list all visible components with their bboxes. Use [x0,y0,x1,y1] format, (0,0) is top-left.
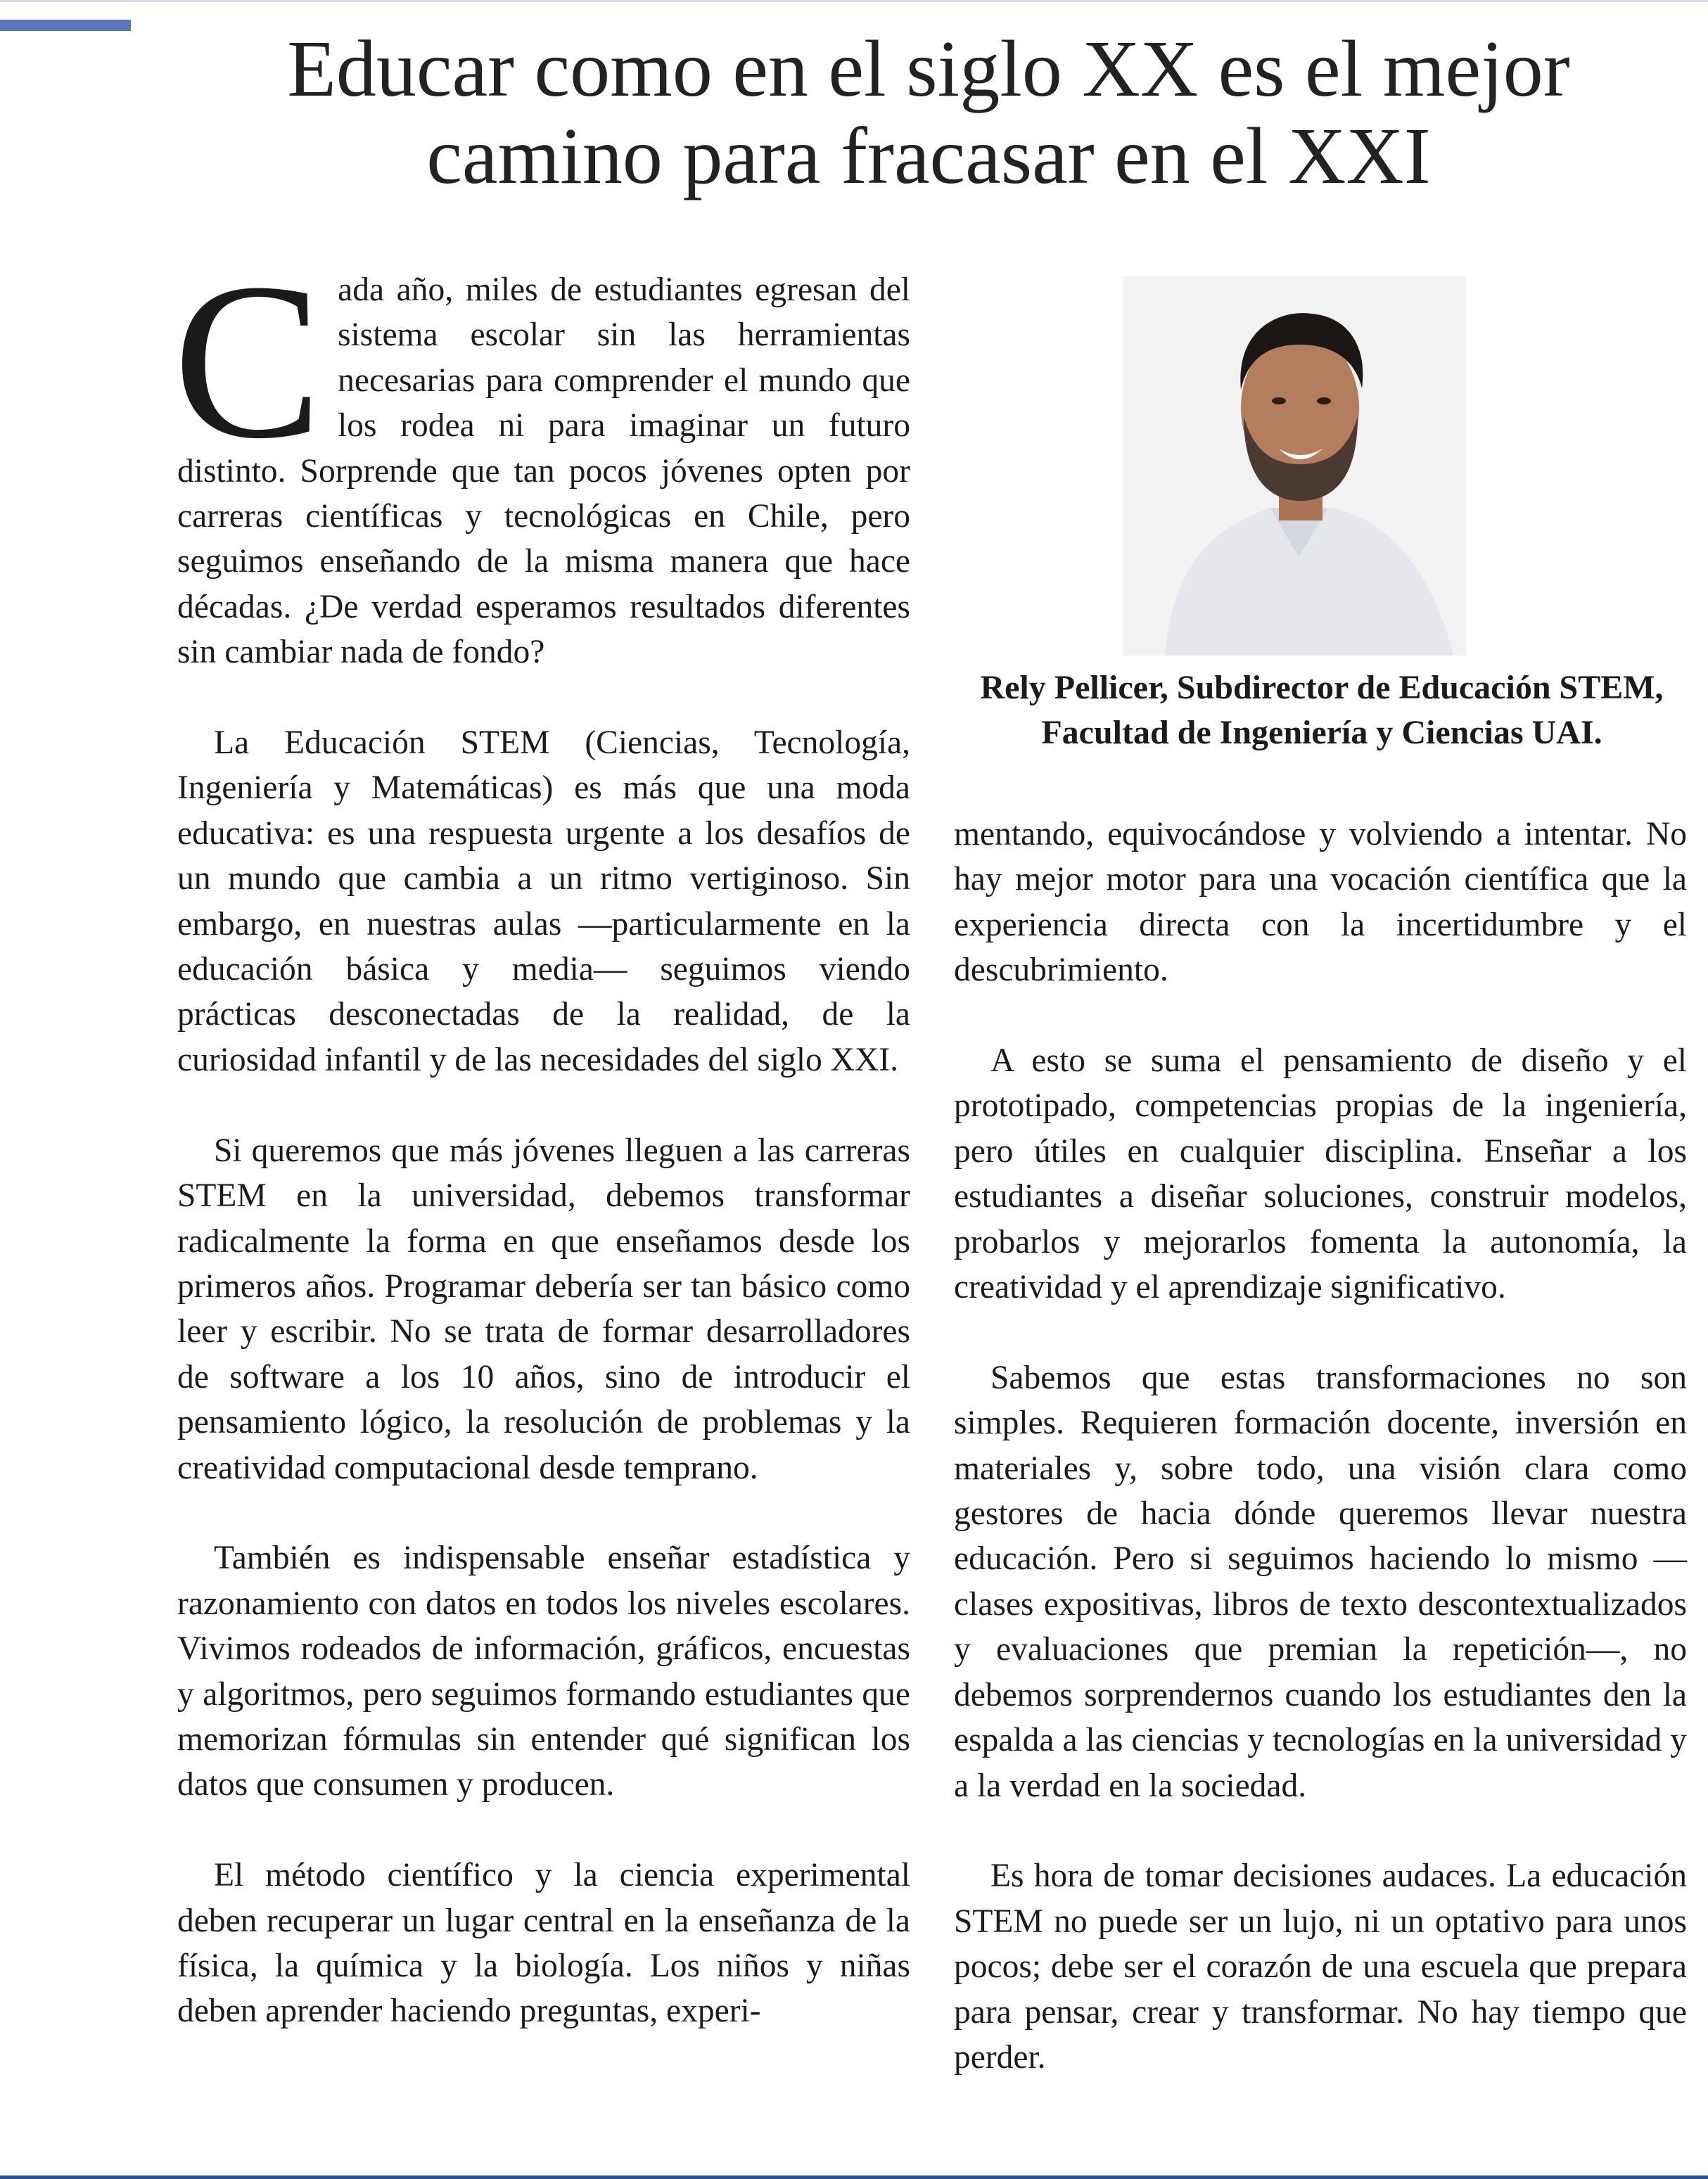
photo-caption: Rely Pellicer, Subdirector de Educación STEM, Facultad de Ingeniería y Ciencias UAI. [980,669,1664,751]
author-photo [1123,276,1466,656]
bottom-rule [0,2175,1708,2179]
right-column [954,812,1687,2126]
paragraph-6: mentando, equivocándose y volviendo a intentar. No hay mejor motor para una vocación científica que la experiencia directa con la incertidumbre y el descubrimiento. [954,816,1687,989]
accent-bar [0,20,131,31]
headline: Educar como en el siglo XX es el mejor camino para fracasar en el XXI [287,24,1570,200]
paragraph-2: La Educación STEM (Ciencias, Tecnología, Ingeniería y Matemáticas) es más que una moda educativa: es una respuesta urgente a los desafíos de un mundo que cambia a un ritmo vertiginoso. Sin embargo, en nuestras aulas —particularmente en la educación básica y media— seguimos viendo prácticas desconectadas de la realidad, de la curiosidad infantil y de las necesidades del siglo XXI. [177,724,910,1078]
paragraph-8: Sabemos que estas transformaciones no son simples. Requieren formación docente, inversión en materiales y, sobre todo, una visión clara como gestores de hacia dónde queremos llevar nuestra educación. Pero si seguimos haciendo lo mismo —clases expositivas, libros de texto descontextualizados y evaluaciones que premian la repetición—, no debemos sorprendernos cuando los estudiantes den la espalda a las ciencias y tecnologías en la universidad y a la verdad en la sociedad. [954,1359,1687,1804]
paragraph-5: El método científico y la ciencia experimental deben recuperar un lugar central en la enseñanza de la física, la química y la biología. Los niños y niñas deben aprender haciendo preguntas, experi- [177,1857,910,2030]
portrait-icon [1123,276,1466,656]
paragraph-4: También es indispensable enseñar estadística y razonamiento con datos en todos los niveles escolares. Vivimos rodeados de información, gráficos, encuestas y algoritmos, pero seguimos formando estudiantes que memorizan fórmulas sin entender qué significan los datos que consumen y producen. [177,1540,910,1803]
top-hairline [0,0,1708,2]
right-eye [1317,397,1331,404]
left-column [173,237,910,2079]
paragraph-3: Si queremos que más jóvenes lleguen a las carreras STEM en la universidad, debemos transformar radicalmente la forma en que enseñamos desde los primeros años. Programar debería ser tan básico como leer y escribir. No se trata de formar desarrolladores de software a los 10 años, sino de introducir el pensamiento lógico, la resolución de problemas y la creatividad computacional desde temprano. [177,1132,910,1486]
paragraph-7: A esto se suma el pensamiento de diseño y el prototipado, competencias propias de la ingeniería, pero útiles en cualquier disciplina. Enseñar a los estudiantes a diseñar soluciones, construir modelos, probarlos y mejorarlos fomenta la autonomía, la creatividad y el aprendizaje significativo. [954,1042,1687,1306]
left-eye [1272,397,1286,404]
paragraph-1 [173,237,910,675]
paragraph-9: Es hora de tomar decisiones audaces. La educación STEM no puede ser un lujo, ni un optativo para unos pocos; debe ser el corazón de una escuela que prepara para pensar, crear y transformar. No hay tiempo que perder. [954,1858,1687,2076]
paragraph-1-text: ada año, miles de estudiantes egresan del sistema escolar sin las herramientas necesarias para comprender el mundo que los rodea ni para imaginar un futuro distinto. Sorprende que tan pocos jóvenes opten por carreras científicas y tecnológicas en Chile, pero seguimos enseñando de la misma manera que hace décadas. ¿De verdad esperamos resultados diferentes sin cambiar nada de fondo? [177,271,910,671]
drop-cap: C [173,237,323,485]
